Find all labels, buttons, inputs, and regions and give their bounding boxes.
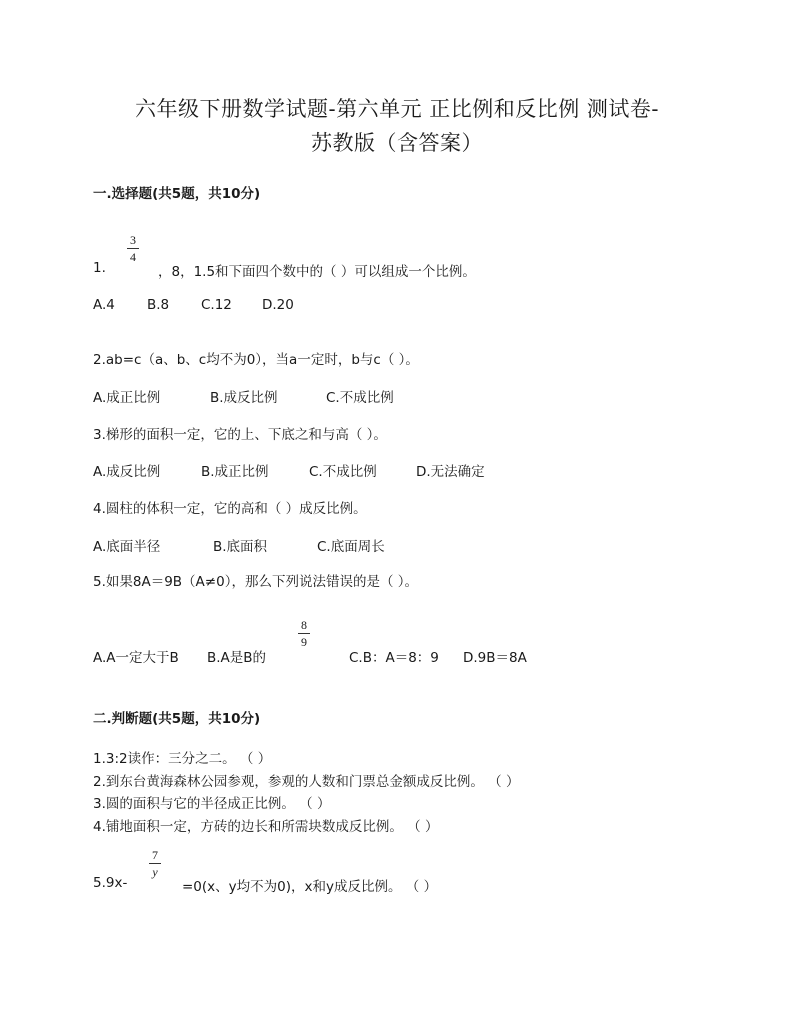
section-1-heading: 一.选择题(共5题，共10分) [93, 186, 261, 202]
judge-item-3: 3.圆的面积与它的半径成正比例。 （ ） [93, 796, 331, 812]
q3-text: 3.梯形的面积一定，它的上、下底之和与高（ ）。 [93, 427, 387, 443]
judge-item-5-text: =0(x、y均不为0)，x和y成反比例。 （ ） [182, 879, 438, 895]
q5-option-b: B.A是B的 [207, 650, 267, 666]
q3-option-b: B.成正比例 [201, 464, 269, 480]
q3-option-c: C.不成比例 [309, 464, 377, 480]
q2-option-c: C.不成比例 [326, 390, 394, 406]
q2-option-b: B.成反比例 [210, 390, 278, 406]
q5-fraction [298, 618, 310, 649]
q5-fraction-numerator: 8 [301, 618, 307, 632]
q3-option-d: D.无法确定 [416, 464, 485, 480]
q5-fraction-denominator: 9 [301, 635, 307, 649]
q2-text: 2.ab=c（a、b、c均不为0），当a一定时，b与c（ ）。 [93, 352, 419, 368]
judge-5-fraction [149, 848, 161, 879]
q2-option-a: A.成正比例 [93, 390, 161, 406]
title-line-1: 六年级下册数学试题-第六单元 正比例和反比例 测试卷- [134, 97, 660, 121]
q1-option-d: D.20 [262, 297, 294, 313]
q4-option-c: C.底面周长 [317, 539, 385, 555]
q4-option-b: B.底面积 [213, 539, 268, 555]
judge-item-2: 2.到东台黄海森林公园参观，参观的人数和门票总金额成反比例。 （ ） [93, 774, 520, 790]
q5-option-c: C.B：A＝8：9 [349, 650, 439, 666]
title-line-2: 苏教版（含答案） [311, 131, 483, 155]
q5-text: 5.如果8A＝9B（A≠0），那么下列说法错误的是（ ）。 [93, 574, 418, 590]
judge-5-fraction-numerator: 7 [152, 848, 158, 862]
judge-item-1: 1.3:2读作：三分之二。 （ ） [93, 751, 272, 767]
q1-option-b: B.8 [147, 297, 170, 313]
q1-option-a: A.4 [93, 297, 115, 313]
q1-fraction-denominator: 4 [130, 250, 136, 264]
q4-text: 4.圆柱的体积一定，它的高和（ ）成反比例。 [93, 501, 367, 517]
q1-fraction [127, 233, 139, 264]
document-title [0, 92, 794, 160]
section-2-heading: 二.判断题(共5题，共10分) [93, 711, 261, 727]
q1-text: ，8，1.5和下面四个数中的（ ）可以组成一个比例。 [158, 264, 476, 280]
q1-option-c: C.12 [201, 297, 232, 313]
q1-prefix: 1. [93, 260, 106, 276]
judge-item-4: 4.铺地面积一定，方砖的边长和所需块数成反比例。 （ ） [93, 819, 439, 835]
judge-item-5-prefix: 5.9x- [93, 875, 128, 891]
judge-5-fraction-denominator: y [152, 865, 158, 879]
q5-option-d: D.9B＝8A [463, 650, 527, 666]
q5-option-a: A.A一定大于B [93, 650, 179, 666]
q4-option-a: A.底面半径 [93, 539, 161, 555]
q1-fraction-numerator: 3 [130, 233, 136, 247]
q3-option-a: A.成反比例 [93, 464, 161, 480]
